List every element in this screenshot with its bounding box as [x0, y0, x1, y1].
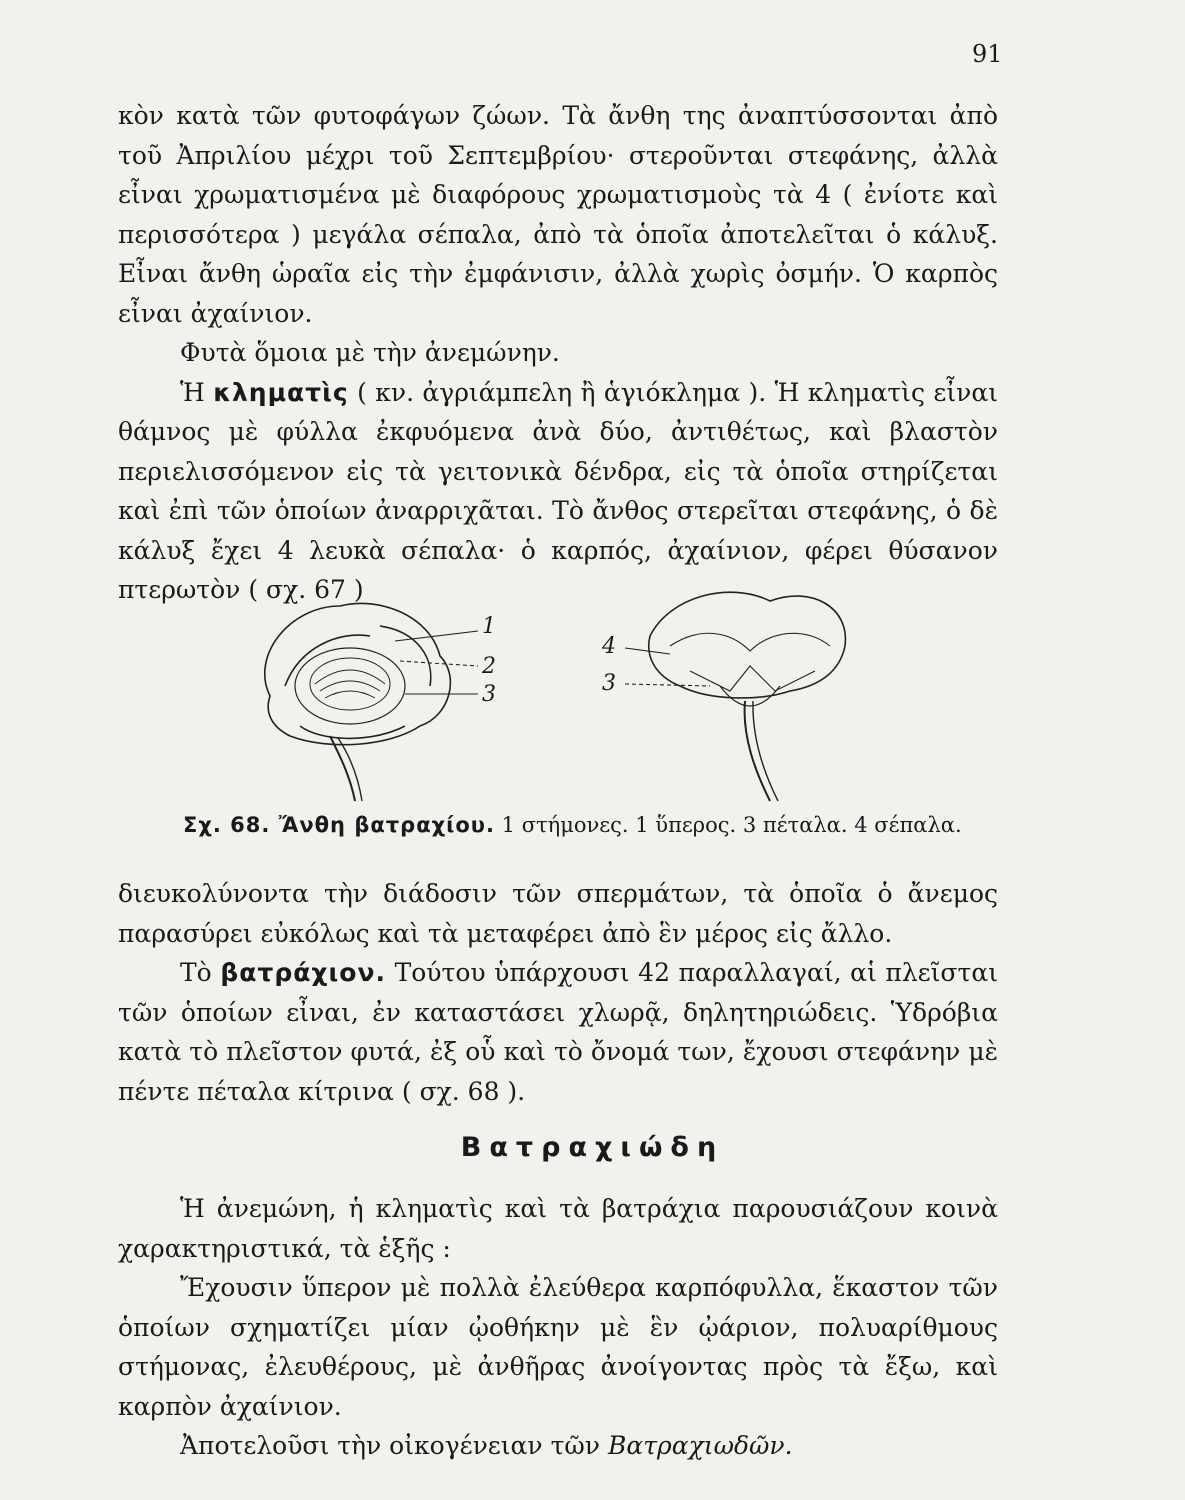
paragraph-family	[118, 1426, 998, 1466]
paragraph-seed-dispersal: διευκολύνοντα τὴν διάδοσιν τῶν σπερμάτων, τὰ ὁποῖα ὁ ἄνεμος παρασύρει εὐκόλως καὶ τὰ μεταφέρει ἀπὸ ἓν μέρος εἰς ἄλλο.	[118, 879, 998, 948]
figure-label-3-right: 3	[602, 671, 616, 696]
batrachion-term: βατράχιον.	[220, 958, 386, 987]
paragraph-batrachion	[118, 953, 998, 1111]
figure-label-2: 2	[482, 654, 496, 679]
page-number: 91	[972, 40, 1003, 68]
paragraph-similar-plants: Φυτὰ ὅμοια μὲ τὴν ἀνεμώνην.	[180, 338, 560, 367]
family-prefix: Ἀποτελοῦσι τὴν οἰκογένειαν τῶν	[180, 1431, 600, 1460]
figure-label-1: 1	[482, 614, 496, 639]
clematis-text: ( κν. ἀγριάμπελη ἢ ἁγιόκλημα ). Ἡ κληματὶς εἶναι θάμνος μὲ φύλλα ἐκφυόμενα ἀνὰ δύο, ἀντιθέτως, καὶ βλαστὸν περιελισσόμενον εἰς τὰ γειτονικὰ δένδρα, εἰς τὰ ὁποῖα στηρίζεται καὶ ἐπὶ τῶν ὁποίων ἀναρριχᾶται. Τὸ ἄνθος στερεῖται στεφάνης, ὁ δὲ κάλυξ ἔχει 4 λευκὰ σέπαλα· ὁ καρπός, ἀχαίνιον, φέρει θύσανον πτερωτὸν ( σχ. 67 )	[118, 377, 999, 604]
batrachion-prefix: Τὸ	[180, 958, 212, 987]
caption-title: Σχ. 68. Ἄνθη βατραχίου.	[183, 813, 495, 837]
bottom-text-block	[118, 1189, 998, 1466]
paragraph-clematis	[118, 373, 998, 610]
section-heading: Βατραχιώδη	[460, 1132, 725, 1163]
figure-caption	[183, 813, 1003, 837]
batrachion-text: Τούτου ὑπάρχουσι 42 παραλλαγαί, αἱ πλεῖσται τῶν ὁποίων εἶναι, ἐν καταστάσει χλωρᾷ, δηλητηριώδεις. Ὑδρόβια κατὰ τὸ πλεῖστον φυτά, ἐξ οὗ καὶ τὸ ὄνομά των, ἔχουσι στεφάνην μὲ πέντε πέταλα κίτρινα ( σχ. 68 ).	[118, 958, 999, 1106]
paragraph-traits-detail: Ἔχουσιν ὕπερον μὲ πολλὰ ἐλεύθερα καρπόφυλλα, ἕκαστον τῶν ὁποίων σχηματίζει μίαν ᾠοθήκην μὲ ἓν ᾠάριον, πολυαρίθμους στήμονας, ἐλευθέρους, μὲ ἀνθῆρας ἀνοίγοντας πρὸς τὰ ἔξω, καὶ καρπὸν ἀχαίνιον.	[118, 1273, 998, 1421]
paragraph-anemone-end: κὸν κατὰ τῶν φυτοφάγων ζώων. Τὰ ἄνθη της ἀναπτύσσονται ἀπὸ τοῦ Ἀπριλίου μέχρι τοῦ Σεπτεμβρίου· στεροῦνται στεφάνης, ἀλλὰ εἶναι χρωματισμένα μὲ διαφόρους χρωματισμοὺς τὰ 4 ( ἐνίοτε καὶ περισσότερα ) μεγάλα σέπαλα, ἀπὸ τὰ ὁποῖα ἀποτελεῖται ὁ κάλυξ. Εἶναι ἄνθη ὡραῖα εἰς τὴν ἐμφάνισιν, ἀλλὰ χωρὶς ὀσμήν. Ὁ καρπὸς εἶναι ἀχαίνιον.	[118, 101, 998, 328]
figure-label-3: 3	[482, 682, 496, 707]
clematis-prefix: Ἡ	[180, 377, 205, 407]
clematis-term: κληματὶς	[213, 377, 349, 407]
middle-text-block	[118, 874, 998, 1111]
figure-label-4: 4	[602, 634, 616, 659]
figure-68	[230, 576, 990, 806]
top-text-block	[118, 96, 998, 610]
caption-text: 1 στήμονες. 1 ὕπερος. 3 πέταλα. 4 σέπαλα.	[501, 813, 962, 837]
family-term: Βατραχιωδῶν.	[607, 1431, 793, 1460]
paragraph-common-traits: Ἡ ἀνεμώνη, ἡ κληματὶς καὶ τὰ βατράχια παρουσιάζουν κοινὰ χαρακτηριστικά, τὰ ἑξῆς :	[118, 1194, 998, 1263]
